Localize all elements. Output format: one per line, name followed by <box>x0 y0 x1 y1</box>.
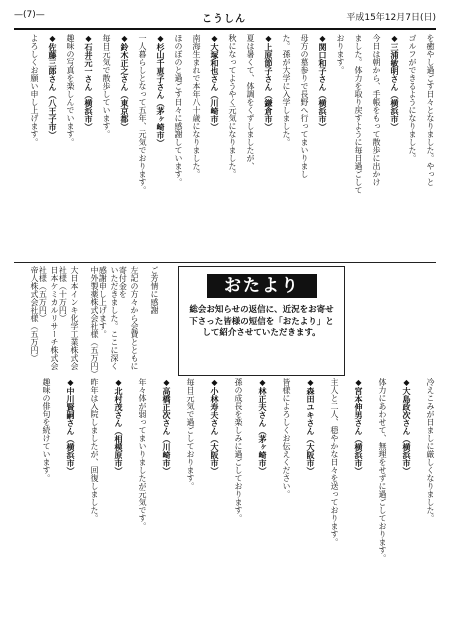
issue-date: 平成15年12月7日(日) <box>346 13 436 23</box>
contributor-name: ◆杉山千恵子さん（茅ヶ崎市） <box>156 34 165 147</box>
contributor-name: ◆中川賢嗣さん（横浜市） <box>66 378 75 475</box>
contributor-name: ◆森田ユキさん（大阪市） <box>306 378 315 475</box>
page-number: —(7)— <box>14 10 45 20</box>
text-column: 皆様によろしくお伝えください。 <box>282 378 291 498</box>
text-column: 体力にあわせて、無理をせずに過ごしております。 <box>378 378 387 562</box>
notice-body: 総会お知らせの返信に、近況をお寄せ下さった皆様の短信を「おたより」として紹介させていただきます。 <box>189 305 334 338</box>
text-column: 今日は朝から、手帳をもって散歩に出かけ <box>372 34 381 186</box>
page-header <box>14 6 436 30</box>
contributor-name: ◆鈴木正之さん（東京都） <box>120 34 129 131</box>
text-column: ゴルフができるようになりました。 <box>408 34 417 162</box>
text-column: 昨年は入院しましたが、回復しました。 <box>90 378 99 522</box>
text-column: 南海生まれで本年八十歳になりました。 <box>192 34 201 178</box>
contributor-name: ◆高橋正次さん（川崎市） <box>162 378 171 475</box>
text-column: よろしくお願い申し上げます。 <box>30 34 39 146</box>
bottom-tier <box>14 378 436 628</box>
contributor-name: ◆関口和子さん（横浜市） <box>318 34 327 131</box>
text-column: 中外製薬株式会社様（五万円） <box>90 266 99 378</box>
text-column: ました。体力を取り戻すように毎日過ごして <box>354 34 363 194</box>
acknowledgment-section <box>14 266 160 378</box>
text-column: 冷えこみが日ましに厳しくなりました。 <box>426 378 435 522</box>
top-tier <box>14 34 436 258</box>
text-column: ご芳情に感謝 <box>150 266 159 314</box>
text-column: 秋になってようやく元気になりました。 <box>228 34 237 178</box>
contributor-name: ◆三浦敏明さん（横浜市） <box>390 34 399 131</box>
text-column: 年々体が弱ってまいりましたが元気です。 <box>138 378 147 530</box>
text-column: 夏は暑くて、体調をくずしましたが、 <box>246 34 255 170</box>
text-column: 趣味の俳句を続けています。 <box>42 378 51 482</box>
contributor-name: ◆林正夫さん（茅ヶ崎市） <box>258 378 267 475</box>
newsletter-title: こうしん <box>202 14 246 25</box>
text-column: 左記の方々から会費とともに寄付金を <box>118 266 139 370</box>
contributor-name: ◆石井元一さん（横浜市） <box>84 34 93 131</box>
text-column: 毎日元気で散歩しています。 <box>102 34 111 138</box>
text-column: 一人暮らしとなって五年、元気でおります。 <box>138 34 147 194</box>
text-column: おります。 <box>336 34 345 74</box>
mid-right-section <box>348 266 436 374</box>
text-column: を癒やし過ごす日々となりました。やっと <box>426 34 435 186</box>
contributor-name: ◆大塚和也さん（川崎市） <box>210 34 219 131</box>
text-column: 母方の墓参りで長野へ行ってまいりまし <box>300 34 309 178</box>
text-column: 主人と二人、穏やかな日々を送っております。 <box>330 378 339 546</box>
contributor-name: ◆宮本伸男さん（横浜市） <box>354 378 363 475</box>
text-column: 帝人株式会社様（五万円） <box>30 266 39 362</box>
contributor-name: ◆上原節子さん（鎌倉市） <box>264 34 273 131</box>
section-divider <box>14 262 436 263</box>
text-column: 孫の成長を楽しみに過ごしております。 <box>234 378 243 522</box>
contributor-name: ◆佐藤三郎さん（八王子市） <box>48 34 57 139</box>
text-column: 日本ケミカルリサーチ株式会社様（五万円） <box>38 266 59 370</box>
notice-box <box>178 266 345 376</box>
notice-title: おたより <box>207 274 317 298</box>
contributor-name: ◆小林寿夫さん（大阪市） <box>210 378 219 475</box>
text-column: ほのぼのと過ごす日々に感謝しています。 <box>174 34 183 186</box>
text-column: 大日本インキ化学工業株式会社様（十万円） <box>58 266 79 370</box>
contributor-name: ◆北村茂さん（相模原市） <box>114 378 123 475</box>
contributor-name: ◆大島政次さん（横浜市） <box>402 378 411 475</box>
text-column: いただきました。ここに深く感謝申し上げます。 <box>98 266 119 370</box>
text-column: 毎日元気で過ごしております。 <box>186 378 195 490</box>
text-column: 趣味の写真を楽しんでいます。 <box>66 34 75 146</box>
text-column: た。孫が大学に入学しました。 <box>282 34 291 146</box>
